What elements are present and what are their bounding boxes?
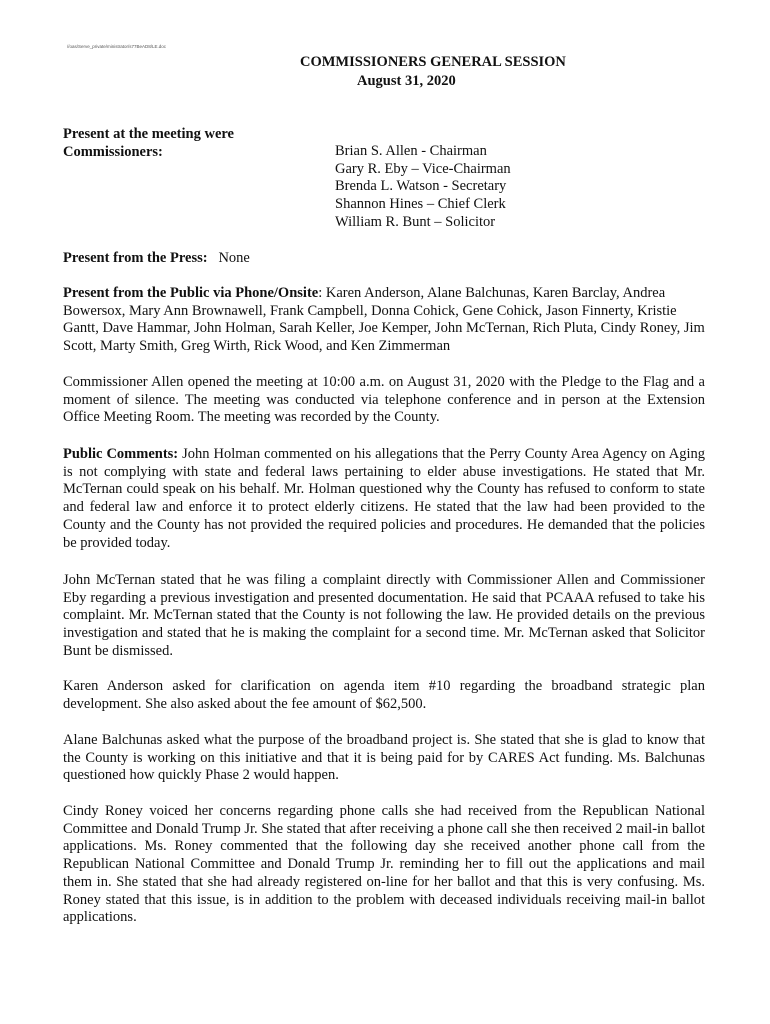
public-attendees-paragraph [63, 285, 705, 356]
commissioner-item: Gary R. Eby – Vice-Chairman [335, 160, 511, 177]
public-comments-label: Public Comments: [63, 446, 179, 462]
commissioners-list [335, 143, 511, 232]
commissioners-label: Commissioners: [63, 144, 163, 160]
press-label: Present from the Press: [63, 250, 208, 266]
commissioner-item: William R. Bunt – Solicitor [335, 213, 496, 230]
press-paragraph [63, 250, 705, 268]
roney-paragraph: Cindy Roney voiced her concerns regarding phone calls she had received from the Republican National Committee and Donald Trump Jr. She stated that after receiving a phone call she then received 2 mail-in ballot applications. Ms. Roney commented that the following day she received another phone call from the Republican National Committee and Donald Trump Jr. reminding her to fill out the applications and mail them in. She stated that she had already registered on-line for her ballot and that this is very confusing. Ms. Roney stated that this issue, is in addition to the problem with deceased individuals receiving mail-in ballot applications. [63, 803, 705, 926]
present-heading: Present at the meeting were [63, 126, 234, 142]
public-comments-paragraph [63, 446, 705, 552]
commissioner-item: Brian S. Allen - Chairman [335, 143, 487, 159]
document-title: COMMISSIONERS GENERAL SESSION [300, 54, 566, 70]
commissioner-item: Brenda L. Watson - Secretary [335, 178, 507, 195]
meeting-date: August 31, 2020 [357, 73, 456, 89]
public-attendees-list: : Karen Anderson, Alane Balchunas, Karen Barclay, Andrea Bowersox, Mary Ann Brownawell, Frank Campbell, Donna Cohick, Gene Cohick, Jason Finnerty, Kristie Gantt, Dave Hammar, John Holman, Sarah Keller, Joe Kemper, John McTernan, Rich Pluta, Cindy Roney, Jim Scott, Marty Smith, Greg Wirth, Rick Wood, and Ken Zimmerman [63, 285, 705, 355]
opening-paragraph: Commissioner Allen opened the meeting at 10:00 a.m. on August 31, 2020 with the Pledge to the Flag and a moment of silence. The meeting was conducted via telephone conference and in person at the Extension Office Meeting Room. The meeting was recorded by the County. [63, 374, 705, 426]
anderson-paragraph: Karen Anderson asked for clarification on agenda item #10 regarding the broadband strategic plan development. She also asked about the fee amount of $62,500. [63, 678, 705, 712]
file-path-header: //oas/Serve_private/ministrator/s77BeAD8/LE.doc [67, 44, 167, 49]
press-value: None [218, 250, 250, 266]
mcternan-paragraph: John McTernan stated that he was filing a complaint directly with Commissioner Allen and Commissioner Eby regarding a previous investigation and presented documentation. He said that PCAAA refused to take his complaint. Mr. McTernan stated that the County is not following the law. He provided details on the previous investigation and stated that he is making the complaint for a second time. Mr. McTernan asked that Solicitor Bunt be dismissed. [63, 572, 705, 659]
public-comments-text: John Holman commented on his allegations that the Perry County Area Agency on Aging is not complying with state and federal laws pertaining to elder abuse investigations. He stated that Mr. McTernan could speak on his behalf. Mr. Holman questioned why the County has refused to conform to state and federal law and enforce it to protect elderly citizens. He stated that the law had been provided to the County and the County has not provided the required policies and procedures. He demanded that the policies be provided today. [63, 446, 705, 551]
balchunas-paragraph: Alane Balchunas asked what the purpose of the broadband project is. She stated that she is glad to know that the County is working on this initiative and that it is being paid for by CARES Act funding. Ms. Balchunas questioned how quickly Phase 2 would happen. [63, 732, 705, 784]
commissioner-item: Shannon Hines – Chief Clerk [335, 196, 506, 213]
public-attendees-label: Present from the Public via Phone/Onsite [63, 285, 319, 301]
